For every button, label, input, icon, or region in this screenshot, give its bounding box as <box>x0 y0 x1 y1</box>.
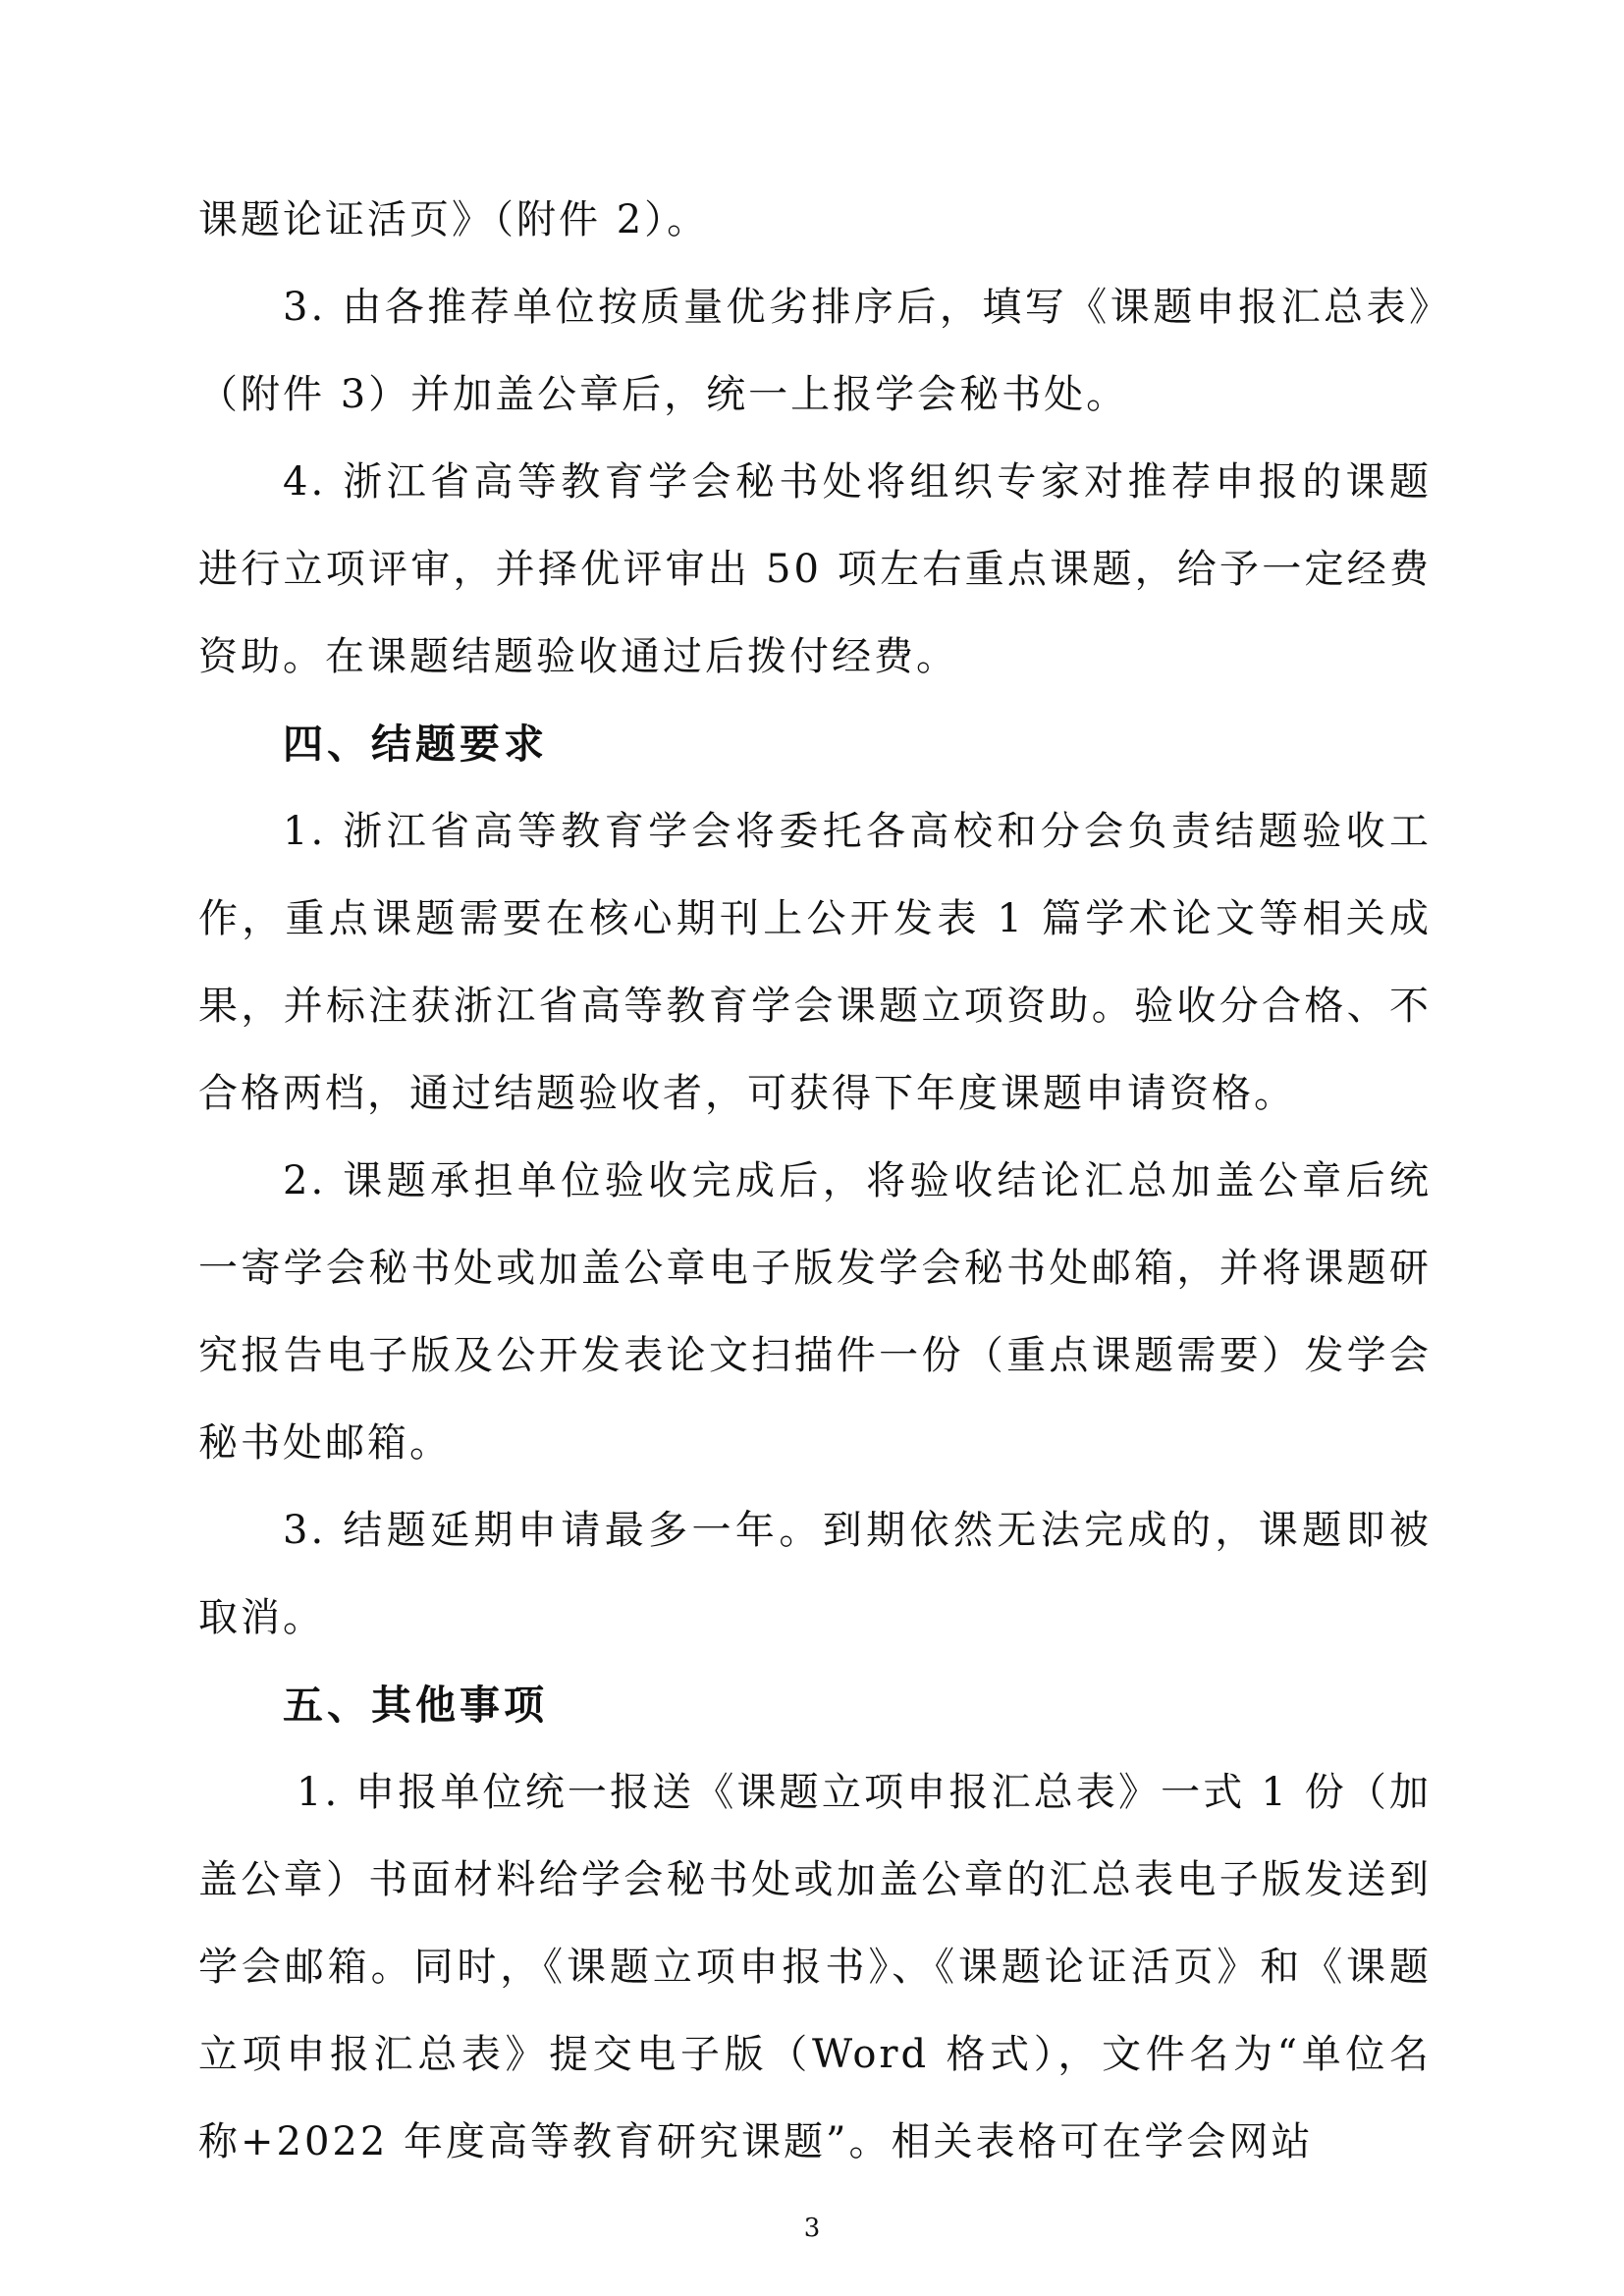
paragraph-item-4-review: 4. 浙江省高等教育学会秘书处将组织专家对推荐申报的课题进行立项评审，并择优评审出 50 项左右重点课题，给予一定经费资助。在课题结题验收通过后拨付经费。 <box>198 459 1432 679</box>
section-heading-other-matters: 五、其他事项 <box>283 1682 548 1729</box>
page-number: 3 <box>803 2214 821 2243</box>
paragraph-continuation: 课题论证活页》（附件 2）。 <box>198 197 710 242</box>
paragraph-completion-item-1: 1. 浙江省高等教育学会将委托各高校和分会负责结题验收工作，重点课题需要在核心期刊上公开发表 1 篇学术论文等相关成果，并标注获浙江省高等教育学会课题立项资助。验收分合格、不合格两档，通过结题验收者，可获得下年度课题申请资格。 <box>198 809 1432 1116</box>
paragraph-item-3-submission: 3. 由各推荐单位按质量优劣排序后，填写《课题申报汇总表》（附件 3）并加盖公章后，统一上报学会秘书处。 <box>198 285 1432 417</box>
paragraph-completion-item-3: 3. 结题延期申请最多一年。到期依然无法完成的，课题即被取消。 <box>198 1508 1432 1640</box>
document-body <box>198 177 1432 2186</box>
paragraph-other-item-1: 1. 申报单位统一报送《课题立项申报汇总表》一式 1 份（加盖公章）书面材料给学会秘书处或加盖公章的汇总表电子版发送到学会邮箱。同时，《课题立项申报书》、《课题论证活页》和《课题立项申报汇总表》提交电子版（Word 格式），文件名为“单位名称+2022 年度高等教育研究课题”。相关表格可在学会网站 <box>198 1770 1432 2164</box>
paragraph-completion-item-2: 2. 课题承担单位验收完成后，将验收结论汇总加盖公章后统一寄学会秘书处或加盖公章电子版发学会秘书处邮箱，并将课题研究报告电子版及公开发表论文扫描件一份（重点课题需要）发学会秘书处邮箱。 <box>198 1158 1432 1466</box>
section-heading-completion-requirements: 四、结题要求 <box>283 721 548 768</box>
